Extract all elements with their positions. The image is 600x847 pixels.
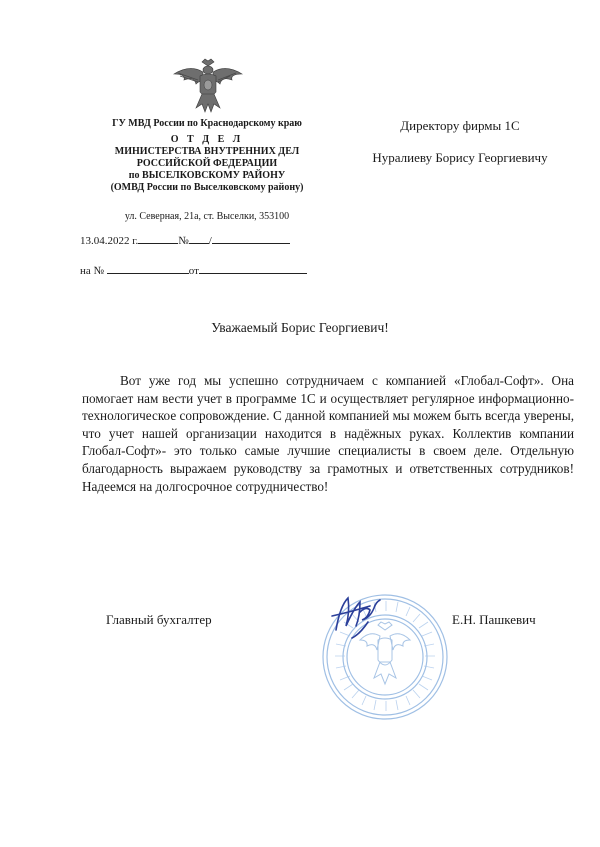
date-underline (138, 232, 178, 244)
signatory-position: Главный бухгалтер (106, 612, 212, 627)
body-paragraph: Вот уже год мы успешно сотрудничаем с компанией «Глобал-Софт». Она помогает нам вести учет в программе 1С и осуществляет регулярное информационно-технологическое сопровождение. С данной компанией мы можем быть всегда уверены, что учет нашей организации находится в надёжных руках. Коллектив компании Глобал-Софт»- это только самые лучшие специалисты в своем деле. Отдельную благодарность выражаем руководству за грамотных и ответственных сотрудников! Надеемся на долгосрочное сотрудничество! (82, 373, 574, 494)
reference-line (80, 262, 307, 277)
greeting: Уважаемый Борис Георгиевич! (211, 320, 389, 335)
date-number-line (80, 232, 290, 247)
recipient-position: Директору фирмы 1С (400, 118, 520, 133)
region-line: ГУ МВД России по Краснодарскому краю (112, 118, 302, 129)
letter-body (82, 372, 574, 495)
number-slash: / (208, 235, 212, 247)
ref-date-blank (199, 262, 307, 274)
dept-line-3: РОССИЙСКОЙ ФЕДЕРАЦИИ (136, 158, 278, 169)
recipient-name: Нуралиеву Борису Георгиевичу (372, 150, 548, 165)
ref-number-blank (107, 262, 189, 274)
dept-line-1: О Т Д Е Л (170, 134, 244, 145)
number-blank (189, 232, 209, 244)
mvd-emblem-icon (172, 58, 244, 116)
letter-date: 13.04.2022 г. (80, 235, 139, 247)
dept-line-2: МИНИСТЕРСТВА ВНУТРЕННИХ ДЕЛ (114, 146, 300, 157)
signatory-name: Е.Н. Пашкевич (452, 612, 536, 627)
dept-line-5: (ОМВД России по Выселковскому району) (110, 182, 304, 193)
ref-prefix: на № (80, 265, 105, 277)
address: ул. Северная, 21а, ст. Выселки, 353100 (124, 211, 290, 222)
dept-line-4: по ВЫСЕЛКОВСКОМУ РАЙОНУ (128, 170, 286, 181)
ref-from: от (188, 265, 199, 277)
handwritten-signature-icon (330, 592, 390, 642)
number-label: № (178, 235, 189, 247)
number-blank-2 (212, 232, 290, 244)
ministry-header (62, 118, 352, 194)
